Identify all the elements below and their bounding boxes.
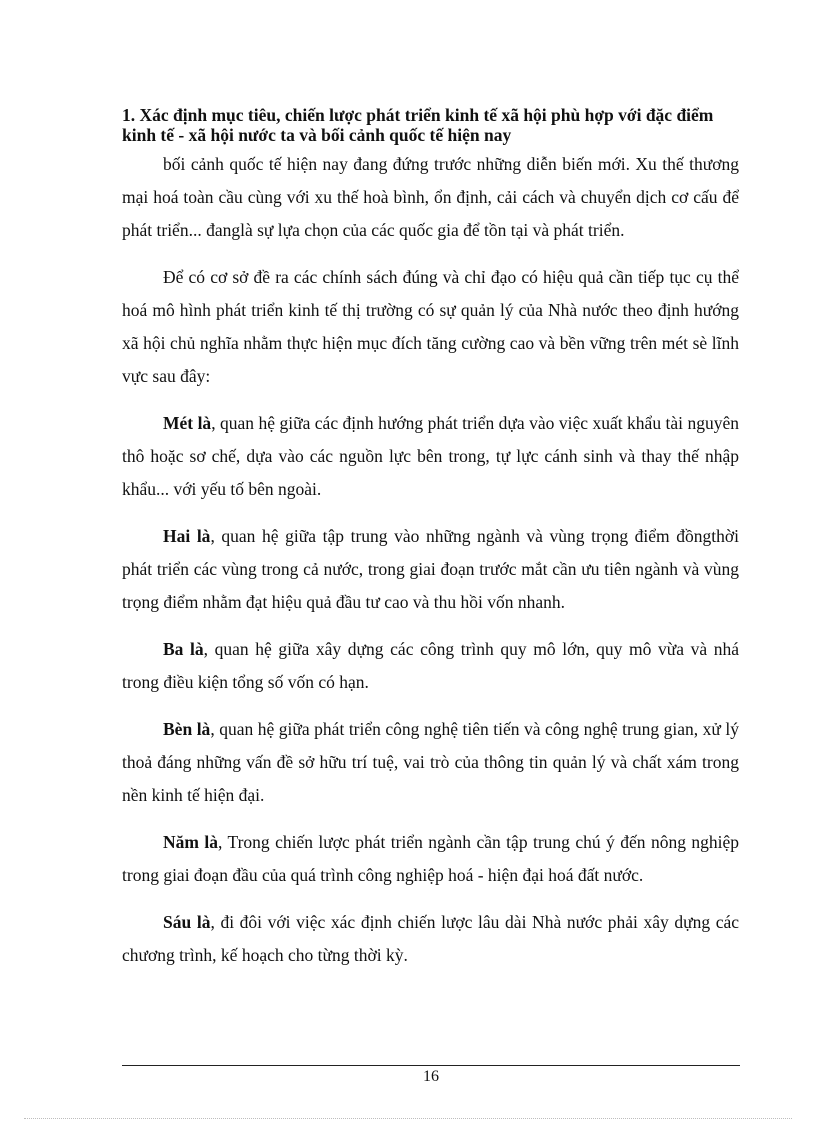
body-content (122, 148, 739, 986)
paragraph-4 (122, 520, 739, 619)
paragraph-lead: Sáu là (163, 912, 211, 932)
paragraph-lead: Năm là (163, 832, 219, 852)
page-edge-dotted-line (24, 1118, 792, 1119)
paragraph-lead: Hai là (163, 526, 211, 546)
paragraph-1 (122, 148, 739, 247)
paragraph-text: Để có cơ sở đề ra các chính sách đúng và chỉ đạo có hiệu quả cần tiếp tục cụ thể hoá mô hình phát triển kinh tế thị trường có sự quản lý của Nhà nước theo định hướng xã hội chủ nghĩa nhằm thực hiện mục đích tăng cường cao và bền vững trên mét sè lĩnh vực sau đây: (122, 267, 739, 386)
paragraph-text: , đi đôi với việc xác định chiến lược lâu dài Nhà nước phải xây dựng các chương trình, kế hoạch cho từng thời kỳ. (122, 912, 739, 965)
paragraph-text: , quan hệ giữa các định hướng phát triển dựa vào việc xuất khẩu tài nguyên thô hoặc sơ chế, dựa vào các nguồn lực bên trong, tự lực cánh sinh và thay thế nhập khẩu... với yếu tố bên ngoài. (122, 413, 739, 499)
paragraph-text: bối cảnh quốc tế hiện nay đang đứng trước những diễn biến mới. Xu thế thương mại hoá toàn cầu cùng với xu thế hoà bình, ổn định, cải cách và chuyển dịch cơ cấu để phát triển... đanglà sự lựa chọn của các quốc gia để tồn tại và phát triển. (122, 154, 739, 240)
paragraph-8 (122, 906, 739, 972)
footer-rule (122, 1065, 740, 1066)
paragraph-lead: Ba là (163, 639, 204, 659)
paragraph-5 (122, 633, 739, 699)
paragraph-7 (122, 826, 739, 892)
section-heading: 1. Xác định mục tiêu, chiến lược phát triển kinh tế xã hội phù hợp với đặc điểm kinh tế - xã hội nước ta và bối cảnh quốc tế hiện nay (122, 105, 714, 145)
paragraph-lead: Mét là (163, 413, 212, 433)
page-number: 16 (423, 1068, 439, 1085)
paragraph-text: , quan hệ giữa tập trung vào những ngành và vùng trọng điểm đồngthời phát triển các vùng trong cả nước, trong giai đoạn trước mắt cần ưu tiên ngành và vùng trọng điểm nhằm đạt hiệu quả đầu tư cao và thu hồi vốn nhanh. (122, 526, 739, 612)
paragraph-text: , quan hệ giữa xây dựng các công trình quy mô lớn, quy mô vừa và nhá trong điều kiện tổng số vốn có hạn. (122, 639, 739, 692)
paragraph-text: , quan hệ giữa phát triển công nghệ tiên tiến và công nghệ trung gian, xử lý thoả đáng những vấn đề sở hữu trí tuệ, vai trò của thông tin quản lý và chất xám trong nền kinh tế hiện đại. (122, 719, 739, 805)
paragraph-2 (122, 261, 739, 393)
paragraph-6 (122, 713, 739, 812)
paragraph-3 (122, 407, 739, 506)
paragraph-text: , Trong chiến lược phát triển ngành cần tập trung chú ý đến nông nghiệp trong giai đoạn đầu của quá trình công nghiệp hoá - hiện đại hoá đất nước. (122, 832, 739, 885)
paragraph-lead: Bèn là (163, 719, 211, 739)
